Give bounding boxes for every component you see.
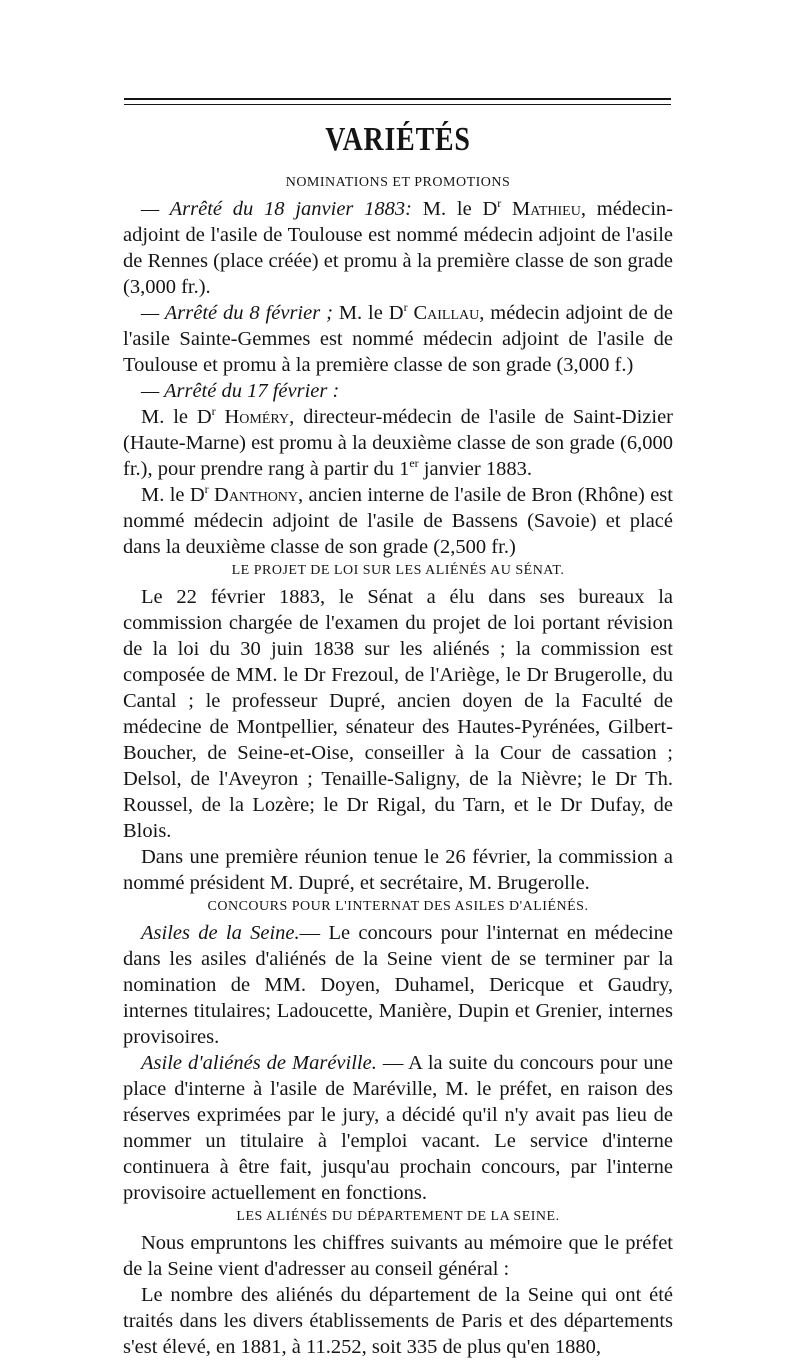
paragraph-asiles-seine: Asiles de la Seine.— Le concours pour l'internat en médecine dans les asiles d'aliénés de la Seine vient de se terminer par la nomination de MM. Doyen, Duhamel, Dericque et Gaudry, internes titulaires; Ladoucette, Manière, Dupin et Grenier, internes provisoires.	[123, 922, 673, 1048]
paragraph-nombre-alienes: Le nombre des aliénés du département de la Seine qui ont été traités dans les divers établissements de Paris et des départements s'est élevé, en 1881, à 11.252, soit 335 de plus qu'en 1880,	[123, 1284, 673, 1358]
paragraph-arrete-17-fevrier: — Arrêté du 17 février :	[141, 380, 340, 402]
paragraph-premiere-reunion: Dans une première réunion tenue le 26 février, la commission a nommé président M. Dupré, et secrétaire, M. Brugerolle.	[123, 846, 673, 894]
section-heading-concours: CONCOURS POUR L'INTERNAT DES ASILES D'ALIÉNÉS.	[207, 899, 589, 914]
paragraph-danthony: M. le $D^r$ Danthony, ancien interne de l'asile de Bron (Rhône) est nommé médecin adjoint de l'asile de Bassens (Savoie) et placé dans la deuxième classe de son grade (2,500 fr.)	[123, 482, 673, 558]
page-title: VARIÉTÉS	[325, 121, 471, 158]
text-column	[123, 112, 673, 1360]
top-rule	[124, 98, 671, 100]
paragraph-memoire-prefet: Nous empruntons les chiffres suivants au mémoire que le préfet de la Seine vient d'adresser au conseil général :	[123, 1232, 673, 1280]
paragraph-commission-senat: Le 22 février 1883, le Sénat a élu dans ses bureaux la commission chargée de l'examen du projet de loi portant révision de la loi du 30 juin 1838 sur les aliénés ; la commission est composée de MM. le Dr Frezoul, de l'Ariège, le Dr Brugerolle, du Cantal ; le professeur Dupré, ancien doyen de la Faculté de médecine de Montpellier, sénateur des Hautes-Pyrénées, Gilbert-Boucher, de Seine-et-Oise, conseiller à la Cour de cassation ; Delsol, de l'Aveyron ; Tenaille-Saligny, de la Nièvre; le Dr Th. Roussel, de la Lozère; le Dr Rigal, du Tarn, et le Dr Dufay, de Blois.	[123, 586, 673, 842]
paragraph-arrete-8-fevrier: — Arrêté du 8 février ; M. le $D^r$ Caillau, médecin adjoint de de l'asile Sainte-Gemmes est nommé médecin adjoint de l'asile de Toulouse et promu à la première classe de son grade (3,000 f.)	[123, 300, 674, 376]
section-heading-nominations: NOMINATIONS ET PROMOTIONS	[285, 175, 511, 190]
top-rule-thin	[124, 104, 671, 105]
paragraph-arrete-18-janvier: — Arrêté du 18 janvier 1883: M. le $D^r$ Mathieu, médecin-adjoint de l'asile de Toulouse est nommé médecin adjoint de l'asile de Rennes (place créée) et promu à la première classe de son grade (3,000 fr.).	[123, 196, 674, 298]
paragraph-homery: M. le $D^r$ Homéry, directeur-médecin de l'asile de Saint-Dizier (Haute-Marne) est promu à la deuxième classe de son grade (6,000 fr.), pour prendre rang à partir du 1er janvier 1883.	[123, 404, 674, 480]
section-heading-alienes-seine: LES ALIÉNÉS DU DÉPARTEMENT DE LA SEINE.	[236, 1209, 560, 1224]
paragraph-mareville: Asile d'aliénés de Maréville. — A la suite du concours pour une place d'interne à l'asile de Maréville, M. le préfet, en raison des réserves exprimées par le jury, a décidé qu'il n'y avait pas lieu de nommer un titulaire à l'emploi vacant. Le service d'interne continuera à être fait, jusqu'au prochain concours, par l'interne provisoire actuellement en fonctions.	[123, 1052, 673, 1204]
section-heading-projet-de-loi: LE PROJET DE LOI SUR LES ALIÉNÉS AU SÉNAT.	[231, 563, 565, 578]
